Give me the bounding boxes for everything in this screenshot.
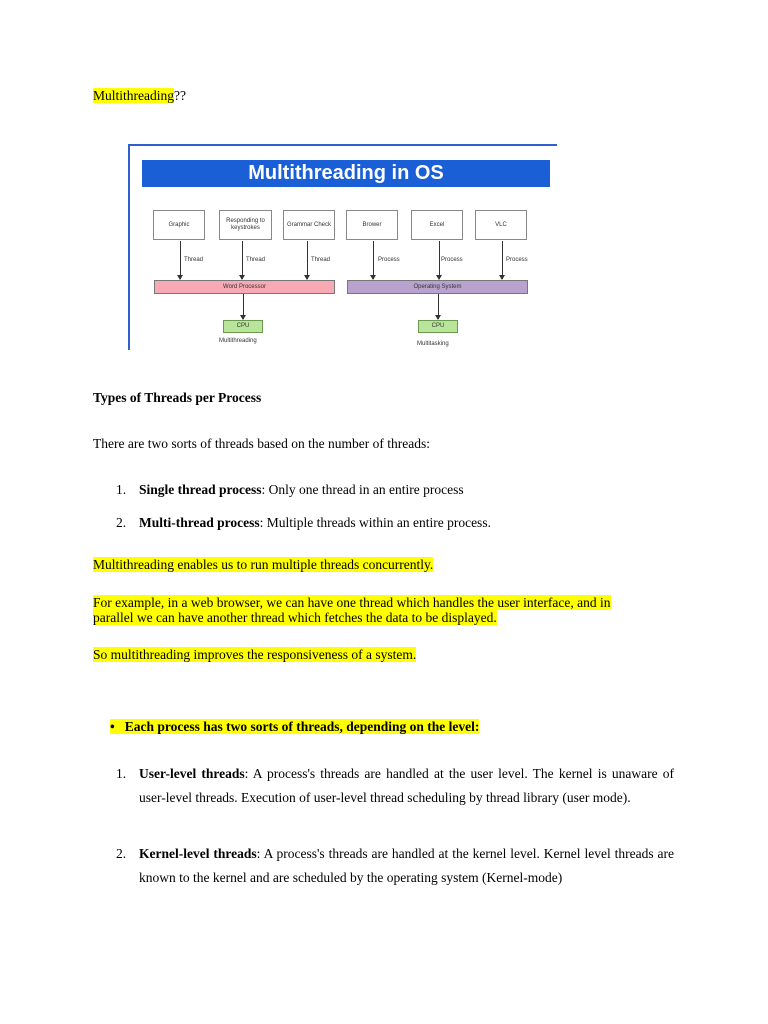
word-processor-bar: Word Processor [154, 280, 335, 294]
label-process-3: Process [506, 257, 528, 263]
box-keystrokes: Responding to keystrokes [219, 210, 272, 240]
label-thread-1: Thread [184, 257, 204, 263]
arrow-cpu-right [438, 294, 439, 319]
box-browser: Brower [346, 210, 398, 240]
heading-suffix: ?? [174, 88, 186, 103]
thread-type-item-1 [116, 482, 126, 497]
arrow-vlc [502, 241, 503, 279]
level-term: Kernel-level threads [139, 846, 257, 861]
box-vlc: VLC [475, 210, 527, 240]
page-heading [93, 88, 186, 103]
bullet-text: Each process has two sorts of threads, depending on the level: [119, 719, 480, 734]
level-number-2: 2. [116, 846, 127, 861]
highlight-text: Multithreading enables us to run multiple threads concurrently. [93, 557, 434, 572]
highlight-text: parallel we can have another thread which fetches the data to be displayed. [93, 610, 497, 625]
level-term: User-level threads [139, 766, 245, 781]
intro-text: There are two sorts of threads based on the number of threads: [93, 436, 431, 451]
cpu-right: CPU [418, 320, 458, 333]
box-graphic: Graphic [153, 210, 205, 240]
bullet-icon: • [110, 719, 125, 734]
diagram-title: Multithreading in OS [142, 160, 550, 187]
bullet-line [110, 719, 479, 734]
box-excel: Excel [411, 210, 463, 240]
list-number: 2. [116, 515, 127, 530]
caption-multithreading: Multithreading [219, 338, 257, 344]
arrow-browser [373, 241, 374, 279]
arrow-graphic [180, 241, 181, 279]
thread-type-text-1 [139, 482, 464, 497]
arrow-cpu-left [243, 294, 244, 319]
highlight-line-2 [93, 595, 611, 610]
level-desc: : A process's threads are handled at the kernel level. Kernel level threads are known to the kernel and are scheduled by the operating system (Kernel-mode) [139, 846, 674, 885]
arrow-excel [439, 241, 440, 279]
thread-type-item-2 [116, 515, 126, 530]
label-thread-2: Thread [246, 257, 266, 263]
types-heading: Types of Threads per Process [93, 390, 262, 405]
thread-type-term: Single thread process [139, 482, 262, 497]
highlight-line-3 [93, 610, 497, 625]
thread-type-desc: : Multiple threads within an entire process. [259, 515, 491, 530]
operating-system-bar: Operating System [347, 280, 528, 294]
highlight-line-1 [93, 557, 433, 572]
thread-type-text-2 [139, 515, 491, 530]
level-item-1 [139, 762, 674, 810]
list-number: 1. [116, 482, 127, 497]
label-process-2: Process [441, 257, 463, 263]
heading-word: Multithreading [93, 88, 174, 103]
thread-type-term: Multi-thread process [139, 515, 260, 530]
label-process-1: Process [378, 257, 400, 263]
arrow-grammar [307, 241, 308, 279]
level-item-2 [139, 842, 674, 890]
thread-type-desc: : Only one thread in an entire process [261, 482, 464, 497]
highlight-text: For example, in a web browser, we can have one thread which handles the user interface, and in [93, 595, 611, 610]
level-desc: : A process's threads are handled at the user level. The kernel is unaware of user-level threads. Execution of user-level thread scheduling by thread library (user mode). [139, 766, 674, 805]
level-number-1: 1. [116, 766, 127, 781]
box-grammar: Grammar Check [283, 210, 335, 240]
cpu-left: CPU [223, 320, 263, 333]
highlight-text: So multithreading improves the responsiveness of a system. [93, 647, 417, 662]
caption-multitasking: Multitasking [417, 341, 449, 347]
multithreading-diagram [128, 144, 557, 350]
label-thread-3: Thread [311, 257, 331, 263]
arrow-keystrokes [242, 241, 243, 279]
highlight-line-4 [93, 647, 416, 662]
